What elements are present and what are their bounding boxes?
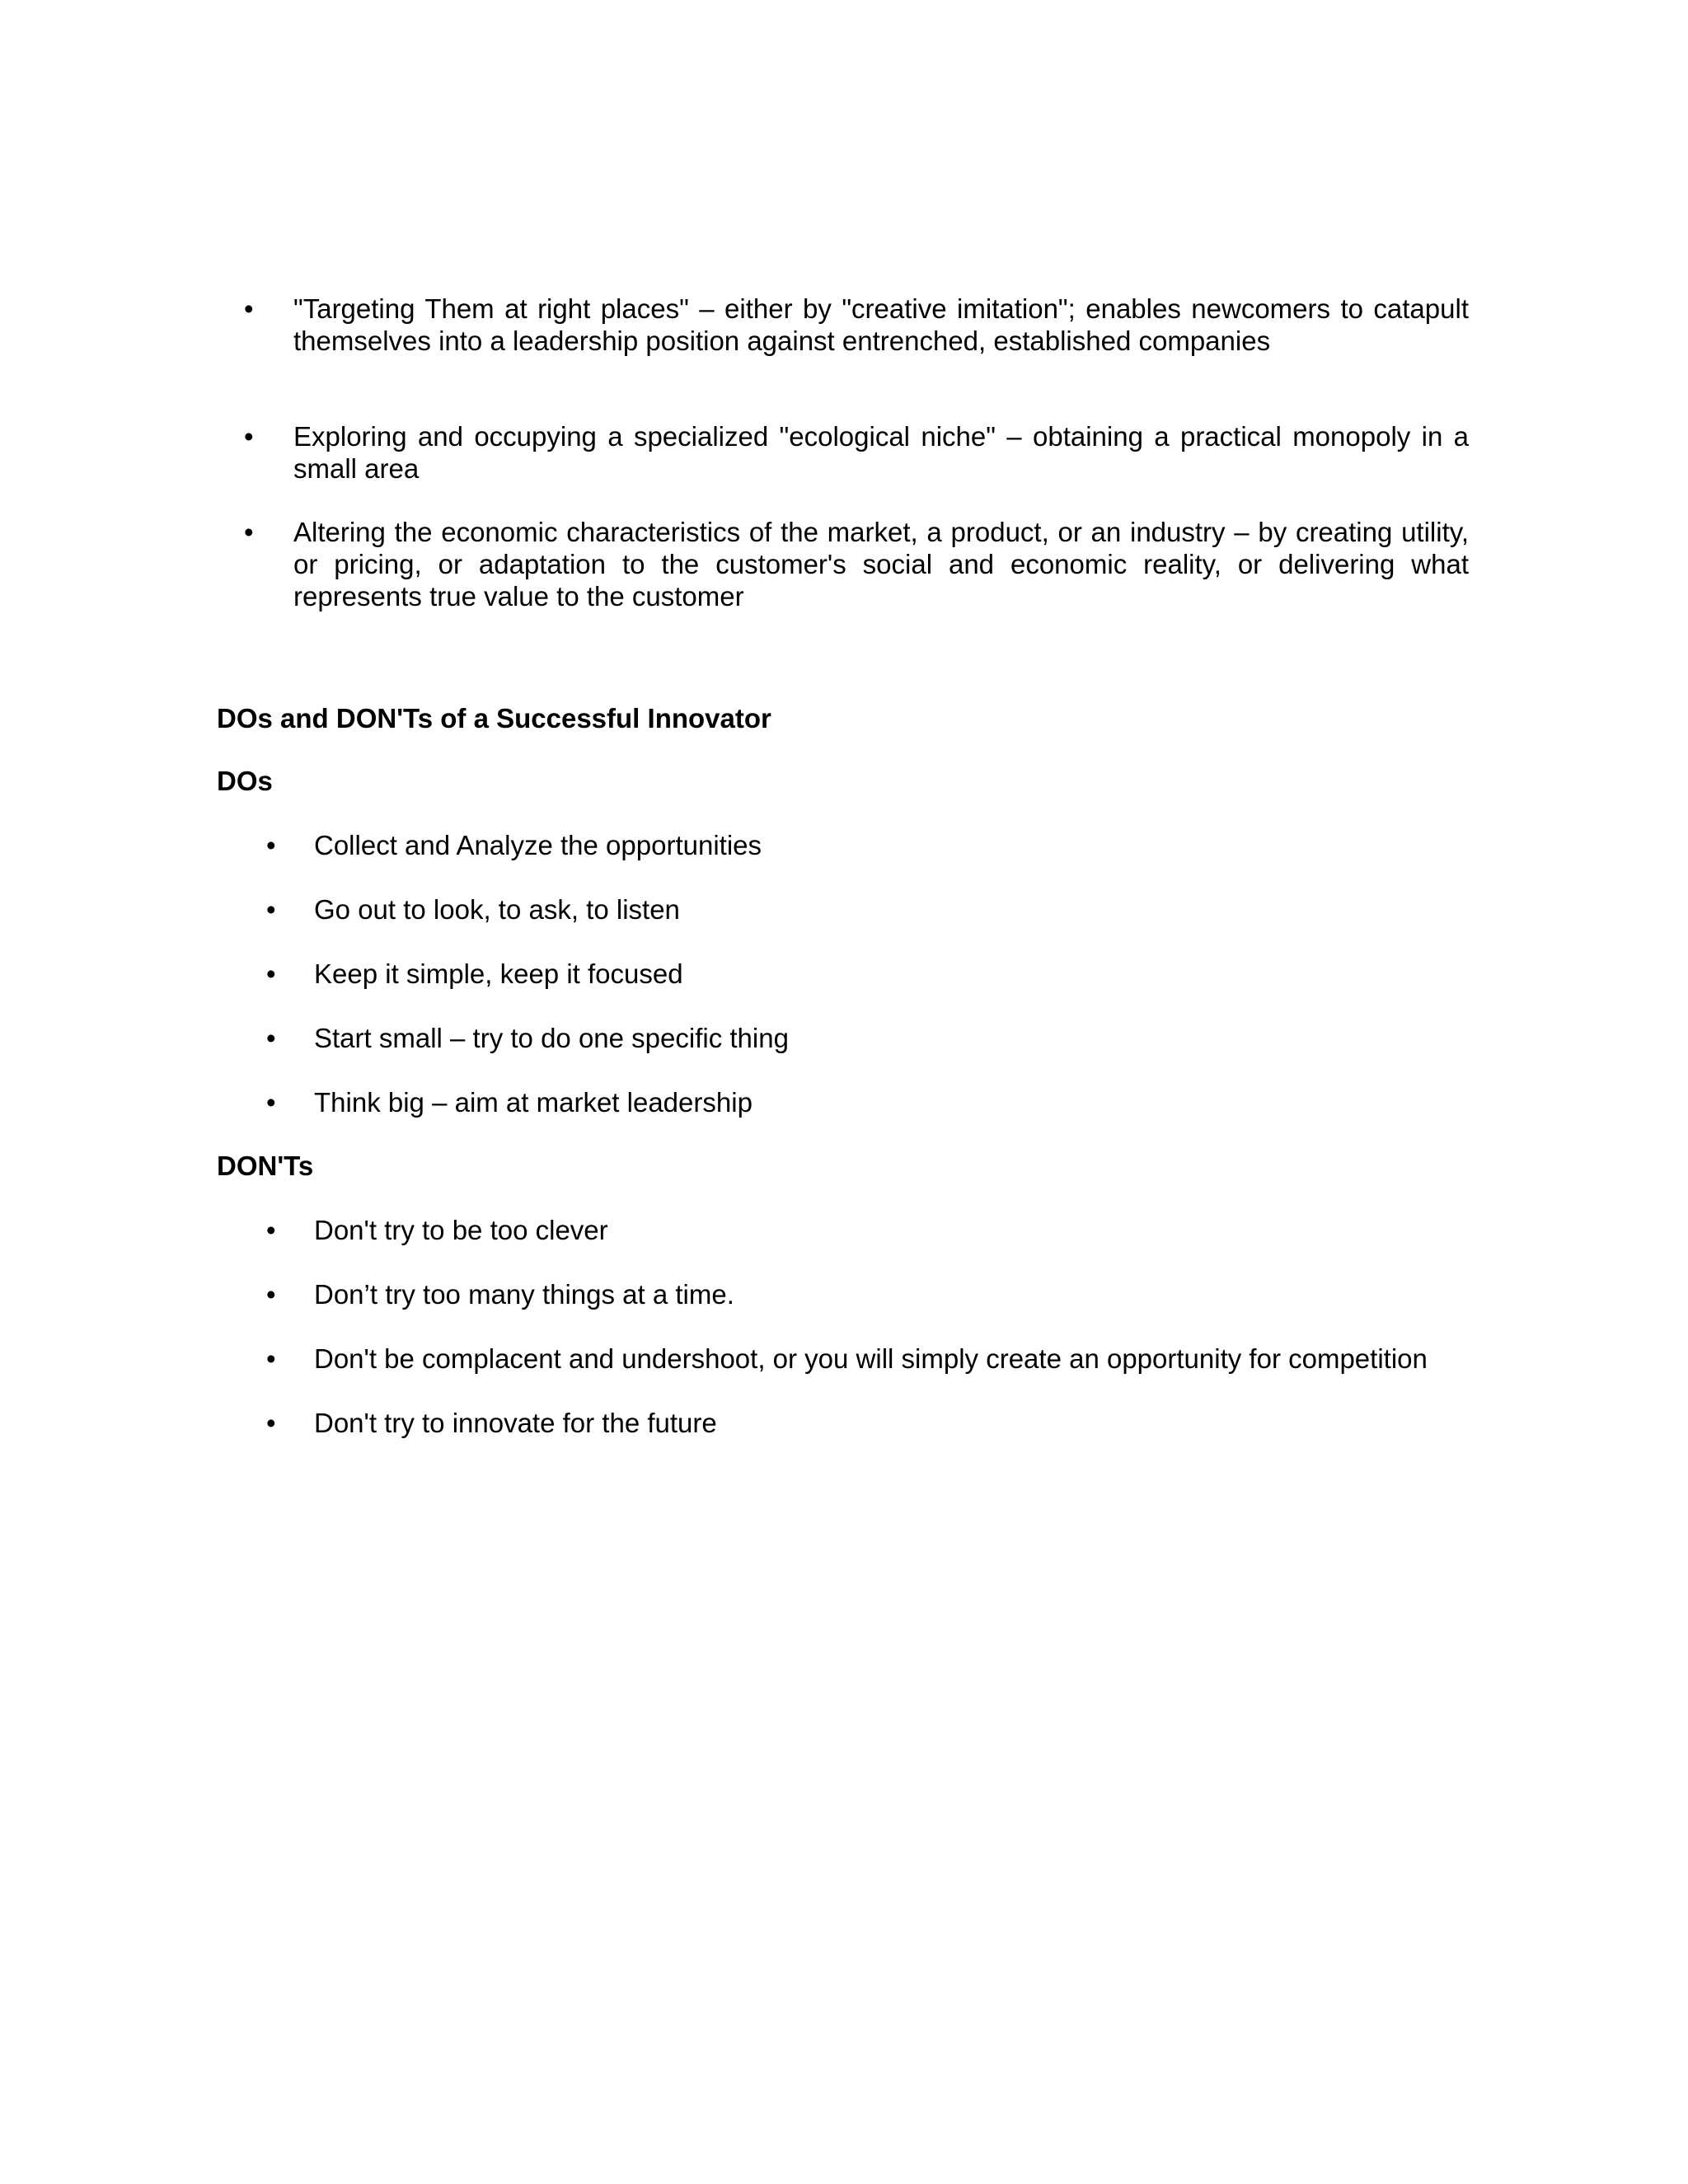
dos-heading: DOs <box>217 766 273 796</box>
donts-list-item: Don't try to innovate for the future <box>314 1408 717 1438</box>
intro-list-item <box>293 293 1469 357</box>
dos-list-item: Keep it simple, keep it focused <box>314 958 683 989</box>
intro-item-text: "Targeting Them at right places" – either by "creative imitation"; enables newcomers to catapult themselves into a leadership position against entrenched, established companies <box>293 293 1469 356</box>
bullet-icon: • <box>266 1408 276 1438</box>
donts-list-item: Don’t try too many things at a time. <box>314 1279 734 1310</box>
bullet-icon: • <box>244 293 254 324</box>
dos-list-item: Start small – try to do one specific thing <box>314 1023 789 1053</box>
dos-list-item: Think big – aim at market leadership <box>314 1087 753 1118</box>
section-title: DOs and DON'Ts of a Successful Innovator <box>217 703 771 733</box>
bullet-icon: • <box>266 1215 276 1245</box>
donts-heading: DON'Ts <box>217 1151 314 1181</box>
bullet-icon: • <box>266 830 276 860</box>
donts-list-item: Don't be complacent and undershoot, or you will simply create an opportunity for competition <box>314 1343 1428 1374</box>
bullet-icon: • <box>266 1279 276 1310</box>
bullet-icon: • <box>266 958 276 989</box>
bullet-icon: • <box>244 517 254 547</box>
bullet-icon: • <box>266 1343 276 1374</box>
dos-list-item: Collect and Analyze the opportunities <box>314 830 762 860</box>
dos-list-item: Go out to look, to ask, to listen <box>314 894 680 925</box>
intro-item-text: Exploring and occupying a specialized "ecological niche" – obtaining a practical monopoly in a small area <box>293 421 1469 484</box>
donts-list-item: Don't try to be too clever <box>314 1215 608 1245</box>
intro-item-text: Altering the economic characteristics of the market, a product, or an industry – by creating utility, or pricing, or adaptation to the customer's social and economic reality, or delivering what represents true value to the customer <box>293 517 1469 612</box>
intro-list-item <box>293 516 1469 612</box>
bullet-icon: • <box>266 1087 276 1118</box>
bullet-icon: • <box>244 421 254 452</box>
bullet-icon: • <box>266 1023 276 1053</box>
intro-list-item <box>293 420 1469 485</box>
bullet-icon: • <box>266 894 276 925</box>
